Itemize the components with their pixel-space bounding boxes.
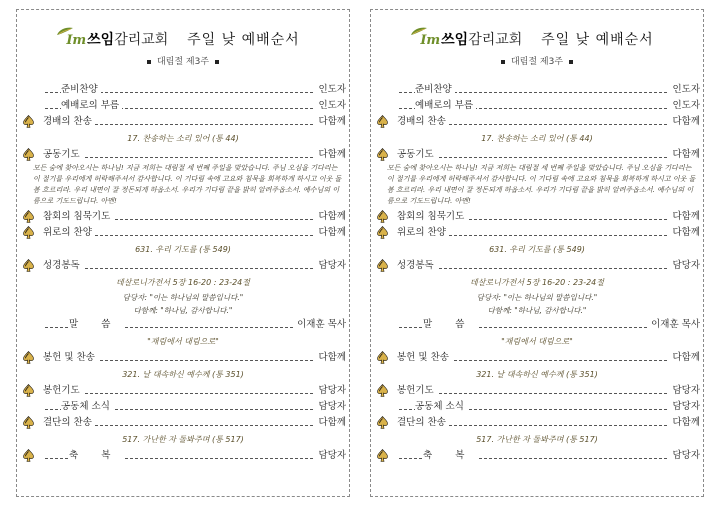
service-item-leader: 다함께	[315, 209, 346, 225]
service-item-label: 봉헌 및 찬송	[43, 350, 98, 366]
spade-icon	[23, 384, 34, 397]
service-item-row	[17, 98, 349, 114]
prayer-text: 모든 숨에 찾아오시는 하나님! 지금 저희는 대림절 세 번째 주일을 맞았습니다. 주님 오심을 기다리는 이 절기를 우리에게 허락해주셔서 감사합니다. 이 기다림 속에 고요와 침묵을 회복하게 하시고 이웃 돌봄 흐르리라. 우리 내면이 잘 정돈되게 하옵소서. 우리가 기다림 끝을 밝히 알려주옵소서. 예수님의 이름으로 기도드립니다. 아멘!	[33, 164, 342, 205]
responsive-reading	[17, 291, 349, 317]
service-item-row	[17, 258, 349, 274]
prayer-text: 모든 숨에 찾아오시는 하나님! 지금 저희는 대림절 세 번째 주일을 맞았습니다. 주님 오심을 기다리는 이 절기를 우리에게 허락해주셔서 감사합니다. 이 기다림 속에 고요와 침묵을 회복하게 하시고 이웃 돌봄 흐르리라. 우리 내면이 잘 정돈되게 하옵소서. 우리가 기다림 끝을 밝히 알려주옵소서. 예수님의 이름으로 기도드립니다. 아멘!	[387, 164, 696, 205]
service-item-label: 공동체 소식	[415, 399, 467, 415]
spade-icon	[23, 416, 34, 429]
service-item-leader: 다함께	[315, 415, 346, 431]
service-item-leader: 담당자	[315, 383, 346, 399]
church-prefix: 쓰임	[441, 32, 469, 48]
service-item-leader: 다함께	[669, 415, 700, 431]
service-item-row	[17, 399, 349, 415]
service-item-row	[17, 147, 349, 163]
service-item-leader: 이재훈 목사	[648, 317, 700, 333]
service-item-label: 준비찬양	[415, 82, 455, 98]
church-title	[371, 30, 703, 50]
service-item-label: 공동기도	[397, 147, 437, 163]
dashed-leader	[45, 157, 313, 158]
service-item-label: 축 복	[69, 448, 123, 464]
service-item-detail: 17. 찬송하는 소리 있어 (통 44)	[481, 134, 593, 143]
dashed-leader	[399, 157, 667, 158]
service-item-leader: 담당자	[315, 399, 346, 415]
spade-icon	[23, 148, 34, 161]
responsive-reading	[371, 291, 703, 317]
logo-text: Im	[420, 33, 441, 48]
service-item-row	[371, 82, 703, 98]
church-prefix: 쓰임	[87, 32, 115, 48]
service-item-label: 위로의 찬양	[43, 225, 95, 241]
spade-icon	[377, 115, 388, 128]
service-item-label: 말 씀	[69, 317, 123, 333]
dashed-leader	[399, 268, 667, 269]
service-item-label: 봉헌기도	[43, 383, 83, 399]
service-item-label: 위로의 찬양	[397, 225, 449, 241]
service-item-label: 경배의 찬송	[43, 114, 95, 130]
spade-icon	[377, 416, 388, 429]
responsive-line: 담당자: "이는 하나님의 말씀입니다."	[122, 293, 244, 302]
church-title	[17, 30, 349, 50]
service-item-detail: 데살로니가전서 5장 16-20 : 23-24절	[469, 278, 604, 287]
service-item-row	[371, 399, 703, 415]
service-item-leader: 담당자	[669, 383, 700, 399]
spade-icon	[377, 449, 388, 462]
service-title: 주일 낮 예배순서	[187, 32, 300, 48]
service-title: 주일 낮 예배순서	[541, 32, 654, 48]
service-item-row	[17, 225, 349, 241]
service-item-leader: 인도자	[315, 82, 346, 98]
responsive-line: 다함께: "하나님, 감사합니다."	[487, 306, 587, 315]
church-logo	[420, 32, 440, 50]
bulletin-page-right	[370, 9, 704, 497]
square-bullet-icon	[147, 60, 151, 64]
church-name	[87, 32, 168, 48]
spade-icon	[23, 449, 34, 462]
spade-icon	[23, 259, 34, 272]
dashed-leader	[45, 268, 313, 269]
service-item-row	[17, 209, 349, 225]
service-item-label: 참회의 침묵기도	[397, 209, 467, 225]
service-item-row	[371, 209, 703, 225]
service-item-label: 축 복	[423, 448, 477, 464]
season-label: 대림절 제3주	[156, 57, 210, 67]
church-suffix: 감리교회	[114, 32, 169, 48]
service-item-label: 참회의 침묵기도	[43, 209, 113, 225]
service-item-leader: 담당자	[669, 448, 700, 464]
service-item-row	[371, 415, 703, 431]
service-item-label: 말 씀	[423, 317, 477, 333]
bulletin-header	[371, 10, 703, 72]
service-item-label: 공동체 소식	[61, 399, 113, 415]
season-line	[17, 54, 349, 67]
service-item-detail: 631. 우리 기도를 (통 549)	[489, 245, 585, 254]
spade-icon	[23, 226, 34, 239]
leaf-icon	[56, 27, 74, 36]
bulletin-header	[17, 10, 349, 72]
service-item-label: 결단의 찬송	[43, 415, 95, 431]
service-item-row	[17, 114, 349, 130]
service-item-label: 준비찬양	[61, 82, 101, 98]
spade-icon	[377, 384, 388, 397]
season-line	[371, 54, 703, 67]
service-item-row	[371, 98, 703, 114]
square-bullet-icon	[215, 60, 219, 64]
dashed-leader	[45, 393, 313, 394]
service-item-label: 결단의 찬송	[397, 415, 449, 431]
spade-icon	[377, 259, 388, 272]
service-item-leader: 담당자	[669, 258, 700, 274]
service-item-leader: 이재훈 목사	[294, 317, 346, 333]
church-suffix: 감리교회	[468, 32, 523, 48]
service-item-detail: 517. 가난한 자 돌봐주며 (통 517)	[476, 435, 598, 444]
order-of-service	[17, 82, 349, 464]
service-item-label: 성경봉독	[43, 258, 83, 274]
service-item-detail: 321. 날 대속하신 예수께 (통 351)	[122, 370, 244, 379]
bulletin-page-left	[16, 9, 350, 497]
responsive-line: 담당자: "이는 하나님의 말씀입니다."	[476, 293, 598, 302]
service-item-label: 예배로의 부름	[415, 98, 476, 114]
square-bullet-icon	[569, 60, 573, 64]
service-item-leader: 다함께	[669, 147, 700, 163]
spade-icon	[23, 115, 34, 128]
square-bullet-icon	[501, 60, 505, 64]
service-item-row	[371, 383, 703, 399]
service-item-leader: 인도자	[669, 98, 700, 114]
service-item-row	[17, 448, 349, 464]
service-item-row	[371, 147, 703, 163]
service-item-leader: 다함께	[315, 147, 346, 163]
service-item-leader: 담당자	[669, 399, 700, 415]
service-item-label: 봉헌 및 찬송	[397, 350, 452, 366]
service-item-leader: 인도자	[315, 98, 346, 114]
service-item-detail: 631. 우리 기도를 (통 549)	[135, 245, 231, 254]
service-item-leader: 다함께	[669, 350, 700, 366]
service-item-leader: 다함께	[315, 350, 346, 366]
service-item-row	[17, 350, 349, 366]
service-item-leader: 다함께	[669, 209, 700, 225]
service-item-row	[371, 225, 703, 241]
service-item-label: 경배의 찬송	[397, 114, 449, 130]
service-item-leader: 다함께	[669, 225, 700, 241]
service-item-leader: 다함께	[315, 114, 346, 130]
service-item-leader: 인도자	[669, 82, 700, 98]
spade-icon	[377, 226, 388, 239]
service-item-detail: 17. 찬송하는 소리 있어 (통 44)	[127, 134, 239, 143]
service-item-label: 성경봉독	[397, 258, 437, 274]
order-of-service	[371, 82, 703, 464]
service-item-row	[371, 448, 703, 464]
dashed-leader	[399, 393, 667, 394]
service-item-row	[17, 82, 349, 98]
service-item-leader: 담당자	[315, 448, 346, 464]
service-item-leader: 담당자	[315, 258, 346, 274]
service-item-row	[371, 350, 703, 366]
service-item-detail: 321. 날 대속하신 예수께 (통 351)	[476, 370, 598, 379]
spade-icon	[23, 210, 34, 223]
spade-icon	[377, 351, 388, 364]
service-item-detail: 517. 가난한 자 돌봐주며 (통 517)	[122, 435, 244, 444]
church-name	[441, 32, 522, 48]
service-item-detail: 데살로니가전서 5장 16-20 : 23-24절	[115, 278, 250, 287]
service-item-row	[17, 415, 349, 431]
service-item-row	[371, 114, 703, 130]
service-item-label: 예배로의 부름	[61, 98, 122, 114]
service-item-leader: 다함께	[669, 114, 700, 130]
service-item-label: 봉헌기도	[397, 383, 437, 399]
service-item-row	[17, 317, 349, 333]
service-item-row	[371, 258, 703, 274]
spade-icon	[377, 148, 388, 161]
service-item-detail: "재림에서 대림으로"	[147, 337, 219, 346]
logo-text: Im	[66, 33, 87, 48]
church-logo	[66, 32, 86, 50]
responsive-line: 다함께: "하나님, 감사합니다."	[133, 306, 233, 315]
spade-icon	[377, 210, 388, 223]
service-item-detail: "재림에서 대림으로"	[501, 337, 573, 346]
season-label: 대림절 제3주	[510, 57, 564, 67]
spade-icon	[23, 351, 34, 364]
service-item-label: 공동기도	[43, 147, 83, 163]
service-item-row	[17, 383, 349, 399]
service-item-leader: 다함께	[315, 225, 346, 241]
leaf-icon	[410, 27, 428, 36]
service-item-row	[371, 317, 703, 333]
